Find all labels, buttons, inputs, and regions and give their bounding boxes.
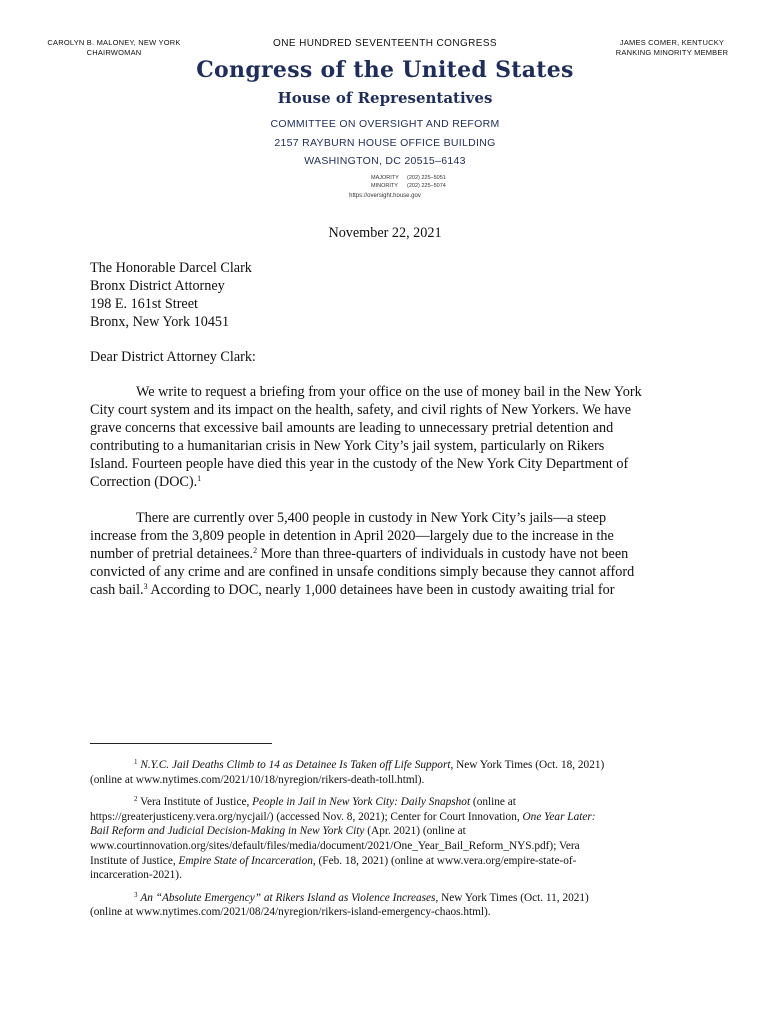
majority-label: MAJORITY: [371, 175, 399, 181]
ranking-member-block: [612, 38, 732, 58]
ranking-member-title: RANKING MINORITY MEMBER: [615, 48, 729, 57]
paragraph-line: There are currently over 5,400 people in custody in New York City’s jails—a steep: [136, 510, 607, 526]
recipient-address: [90, 259, 252, 331]
paragraph-line: We write to request a briefing from your office on the use of money bail in the New York: [136, 384, 642, 400]
paragraph-line: grave concerns that excessive bail amounts are leading to unnecessary pretrial detention and: [90, 420, 614, 436]
paragraph-line: Correction (DOC).$^1$: [90, 474, 202, 490]
footnote-url[interactable]: www.courtinnovation.org/sites/default/files/media/document/2021/One_Year_Bail_Reform_NYS.pdf); Vera: [90, 839, 580, 852]
footnote-url[interactable]: (online at www.nytimes.com/2021/08/24/nyregion/rikers-island-emergency-chaos.html).: [90, 906, 491, 919]
footnote-url[interactable]: (online at www.nytimes.com/2021/10/18/nyregion/rikers-death-toll.html).: [90, 773, 425, 786]
congress-title: Congress of the United States: [196, 57, 574, 83]
phone-numbers: [371, 174, 446, 190]
paragraph-1: [90, 383, 680, 491]
website-link[interactable]: https://oversight.house.gov: [349, 193, 421, 199]
footnote-ref[interactable]: 1: [197, 474, 202, 483]
paragraph-line: cash bail.$^3$ According to DOC, nearly 1,000 detainees have been in custody awaiting trial for: [90, 582, 615, 598]
paragraph-line: increase from the 3,809 people in detention in April 2020—largely due to the increase in the: [90, 528, 614, 544]
footnotes: [90, 758, 680, 928]
footnote-separator: [90, 743, 272, 744]
paragraph-line: Island. Fourteen people have died this year in the custody of the New York City Department of: [90, 456, 629, 472]
house-title: House of Representatives: [277, 89, 493, 107]
city-address: WASHINGTON, DC 20515–6143: [304, 155, 466, 167]
congress-number: ONE HUNDRED SEVENTEENTH CONGRESS: [273, 38, 497, 49]
paragraph-line: convicted of any crime and are confined in unsafe conditions simply because they cannot afford: [90, 564, 635, 580]
majority-phone: (202) 225–5051: [407, 175, 446, 181]
paragraph-line: contributing to a humanitarian crisis in New York City’s jail system, particularly on Rikers: [90, 438, 605, 454]
footnote-3: $^3$ An “Absolute Emergency” at Rikers Island as Violence Increases, New York Times (Oct. 11, 2021) (online at www.nytimes.com/2021/08/24/nyregion/rikers-island-emergency-chaos.html).: [90, 891, 680, 920]
footnote-url[interactable]: https://greaterjusticeny.vera.org/nycjail/) (accessed Nov. 8, 2021); Center for Court Innovation,: [90, 810, 523, 823]
paragraph-2: [90, 509, 680, 599]
recipient-line: The Honorable Darcel Clark: [90, 260, 252, 276]
chair-name: CAROLYN B. MALONEY, NEW YORK: [47, 38, 181, 47]
salutation: Dear District Attorney Clark:: [90, 349, 256, 365]
minority-label: MINORITY: [371, 183, 398, 189]
footnote-2: $^2$ Vera Institute of Justice, People in Jail in New York City: Daily Snapshot (online at https://greaterjusticeny.vera.org/nycjail/) (accessed Nov. 8, 2021); Center for Court Innovation, One Year Later: Bail Reform and Judicial Decision-Making in New York City (Apr. 2021) (online at www.courtinnovation.org/sites/default/files/media/document/2021/One_Year_Bail_Reform_NYS.pdf); Vera Institute of Justice, Empire State of Incarceration, (Feb. 18, 2021) (online at www.vera.org/empire-state-of- incarceration-2021).: [90, 795, 680, 883]
committee-name: COMMITTEE ON OVERSIGHT AND REFORM: [270, 118, 500, 130]
street-address: 2157 RAYBURN HOUSE OFFICE BUILDING: [274, 137, 496, 149]
footnote-1: $^1$ N.Y.C. Jail Deaths Climb to 14 as Detainee Is Taken off Life Support, New York Times (Oct. 18, 2021) (online at www.nytimes.com/2021/10/18/nyregion/rikers-death-toll.html).: [90, 758, 680, 787]
paragraph-line: City court system and its impact on the health, safety, and civil rights of New Yorkers. We have: [90, 402, 632, 418]
footnote-ref[interactable]: 2: [253, 546, 258, 555]
recipient-line: 198 E. 161st Street: [90, 296, 198, 312]
recipient-line: Bronx District Attorney: [90, 278, 225, 294]
footnote-ref[interactable]: 3: [143, 582, 148, 591]
ranking-member-name: JAMES COMER, KENTUCKY: [619, 38, 725, 47]
chair-title: CHAIRWOMAN: [86, 48, 142, 57]
minority-phone: (202) 225–5074: [407, 183, 446, 189]
paragraph-line: number of pretrial detainees.$^2$ More than three-quarters of individuals in custody have not been: [90, 546, 629, 562]
recipient-line: Bronx, New York 10451: [90, 314, 230, 330]
letter-date: November 22, 2021: [328, 225, 442, 241]
